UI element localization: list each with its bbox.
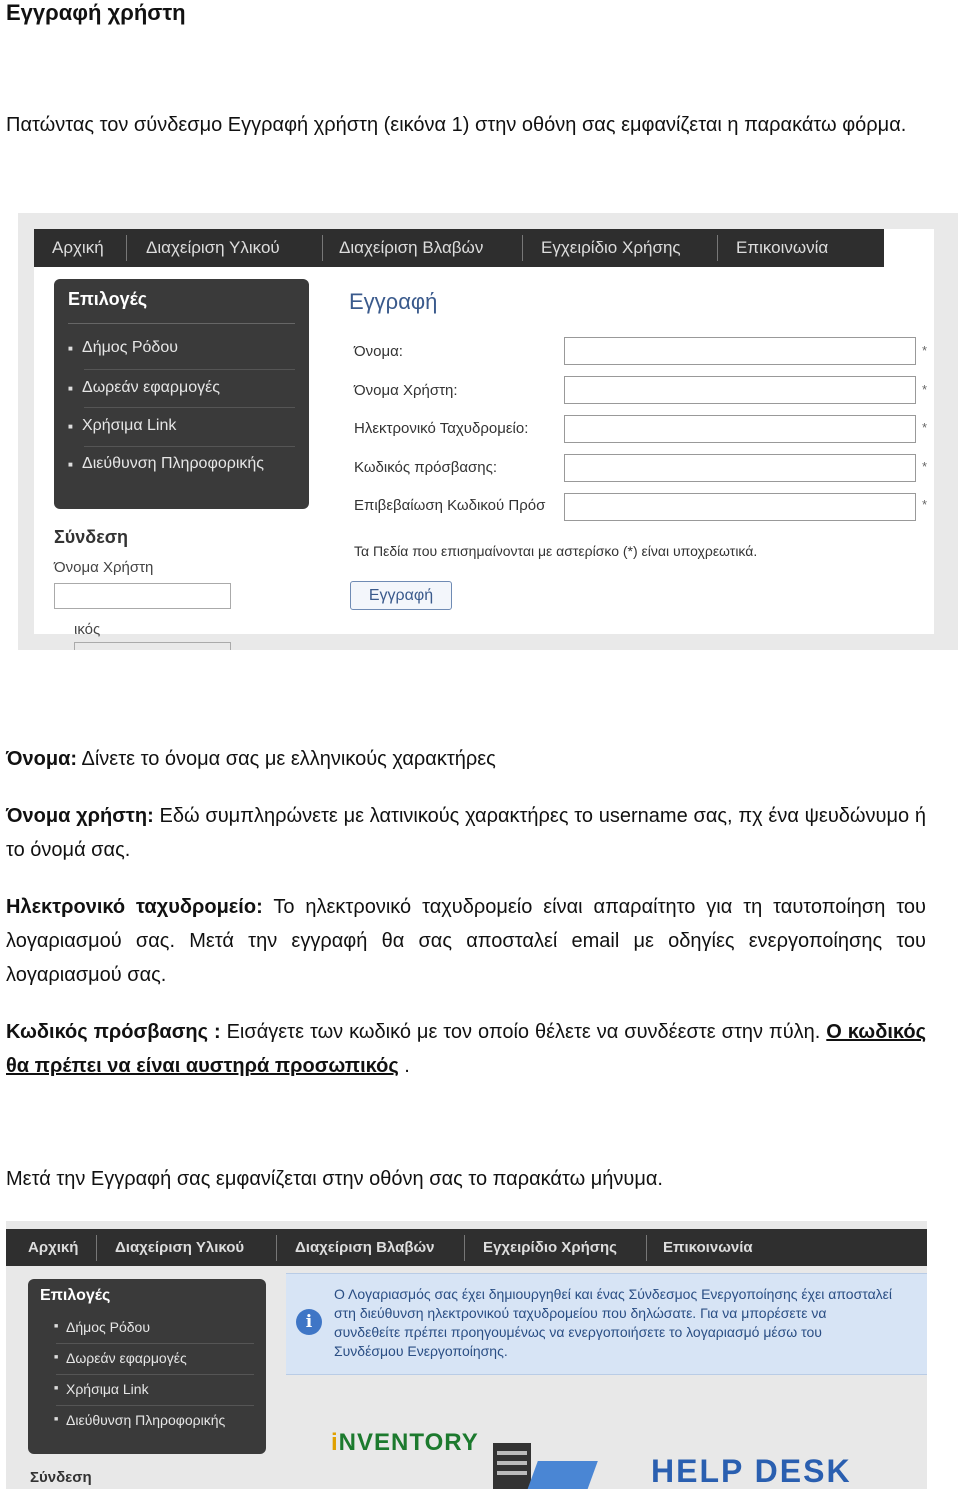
inventory-logo xyxy=(331,1429,479,1457)
server-slot xyxy=(497,1451,527,1455)
nav-divider xyxy=(717,235,718,261)
nav-faults[interactable]: Διαχείριση Βλαβών xyxy=(339,238,484,257)
required-note: Τα Πεδία που επισημαίνονται με αστερίσκο (*) είναι υποχρεωτικά. xyxy=(354,543,758,559)
nav-divider xyxy=(276,1235,277,1261)
server-icon xyxy=(493,1443,531,1489)
registration-page xyxy=(34,229,934,638)
confirmation-screenshot xyxy=(6,1221,927,1489)
inventory-logo-text: NVENTORY xyxy=(338,1429,479,1456)
nav-divider xyxy=(96,1235,97,1261)
required-mark: * xyxy=(922,459,928,474)
name-field[interactable] xyxy=(564,337,916,365)
name-term: Όνομα: xyxy=(6,748,78,770)
nav-divider xyxy=(126,235,127,261)
required-mark: * xyxy=(922,497,928,512)
after-registration-paragraph: Μετά την Εγγραφή σας εμφανίζεται στην οθόνη σας το παρακάτω μήνυμα. xyxy=(6,1168,663,1190)
password-term: Κωδικός πρόσβασης : xyxy=(6,1021,221,1043)
top-nav xyxy=(6,1229,927,1266)
email-description: Το ηλεκτρονικό ταχυδρομείο είναι απαραίτητο για τη ταυτοποίηση του λογαριασμού σας. Μετά την εγγραφή θα σας αποσταλεί email με οδηγίες ενεργοποίησης του λογαριασμού σας. xyxy=(6,896,926,986)
password-label: Κωδικός πρόσβασης: xyxy=(354,459,498,476)
info-icon: i xyxy=(296,1309,322,1335)
sidebar-item-useful-links[interactable]: ■ Χρήσιμα Link xyxy=(82,417,176,435)
nav-divider xyxy=(464,1235,465,1261)
top-nav xyxy=(34,229,884,267)
divider xyxy=(84,369,295,370)
sidebar-item-municipality[interactable]: ■ Δήμος Ρόδου xyxy=(82,339,178,357)
username-description: Εδώ συμπληρώνετε με λατινικούς χαρακτήρες το username σας, πχ ένα ψευδώνυμο ή το όνομά σας. xyxy=(6,805,926,861)
email-label: Ηλεκτρονικό Ταχυδρομείο: xyxy=(354,420,529,437)
password-confirm-field[interactable] xyxy=(564,493,916,521)
login-username-input[interactable] xyxy=(54,583,231,609)
name-description: Δίνετε το όνομα σας με ελληνικούς χαρακτήρες xyxy=(77,748,496,770)
password-warning: Ο κωδικός θα πρέπει να είναι αυστηρά προσωπικός xyxy=(6,1021,926,1077)
password-description: Εισάγετε των κωδικό με τον οποίο θέλετε να συνδέεστε στην πύλη. xyxy=(220,1021,827,1043)
register-button[interactable]: Εγγραφή xyxy=(350,581,452,610)
server-slot xyxy=(497,1471,527,1475)
required-mark: * xyxy=(922,420,928,435)
inventory-logo-i: i xyxy=(331,1429,339,1456)
nav-contact[interactable]: Επικοινωνία xyxy=(736,238,829,257)
required-mark: * xyxy=(922,343,928,358)
options-box xyxy=(54,279,309,509)
name-paragraph xyxy=(6,742,926,776)
login-title: Σύνδεση xyxy=(54,527,129,547)
sidebar-item-municipality[interactable]: ■ Δήμος Ρόδου xyxy=(66,1319,150,1335)
nav-divider xyxy=(522,235,523,261)
nav-manual[interactable]: Εγχειρίδιο Χρήσης xyxy=(483,1239,617,1256)
intro-paragraph: Πατώντας τον σύνδεσμο Εγγραφή χρήστη (εικόνα 1) στην οθόνη σας εμφανίζεται η παρακάτω φόρμα. xyxy=(6,114,907,136)
username-label: Όνομα Χρήστη: xyxy=(354,382,458,399)
document-title: Εγγραφή χρήστη xyxy=(6,0,186,25)
password-field[interactable] xyxy=(564,454,916,482)
email-term: Ηλεκτρονικό ταχυδρομείο: xyxy=(6,896,263,918)
registration-screenshot xyxy=(18,213,958,650)
activation-message-text: Ο Λογαριασμός σας έχει δημιουργηθεί και ένας Σύνδεσμος Ενεργοποίησης έχει αποσταλεί στη διεύθυνση ηλεκτρονικού ταχυδρομείου που δηλώσατε. Για να μπορέσετε να συνδεθείτε πρέπει προηγουμένως να ενεργοποιήσετε το λογαριασμό μέσω του Συνδέσμου Ενεργοποίησης. xyxy=(334,1286,893,1359)
password-confirm-label: Επιβεβαίωση Κωδικού Πρόσ xyxy=(354,497,546,514)
options-title: Επιλογές xyxy=(68,289,148,309)
nav-materials[interactable]: Διαχείριση Υλικού xyxy=(146,238,280,257)
password-end: . xyxy=(398,1055,410,1077)
password-paragraph xyxy=(6,1015,926,1083)
divider xyxy=(56,1405,254,1406)
username-term: Όνομα χρήστη: xyxy=(6,805,154,827)
sidebar-item-it-department[interactable]: ■ Διεύθυνση Πληροφορικής xyxy=(82,455,264,473)
sidebar-item-free-apps[interactable]: ■ Δωρεάν εφαρμογές xyxy=(66,1350,187,1366)
divider xyxy=(84,407,295,408)
sidebar-item-free-apps[interactable]: ■ Δωρεάν εφαρμογές xyxy=(82,379,220,397)
options-box xyxy=(28,1279,266,1454)
nav-divider xyxy=(322,235,323,261)
helpdesk-logo: HELP DESK xyxy=(651,1453,852,1489)
required-mark: * xyxy=(922,382,928,397)
form-title: Εγγραφή xyxy=(349,289,438,314)
login-title: Σύνδεση xyxy=(30,1469,92,1486)
divider xyxy=(56,1343,254,1344)
divider xyxy=(68,323,295,324)
login-username-label: Όνομα Χρήστη xyxy=(54,559,154,576)
name-label: Όνομα: xyxy=(354,343,403,360)
login-password-label: ικός xyxy=(74,621,101,638)
server-slot xyxy=(497,1461,527,1465)
login-password-input[interactable] xyxy=(74,642,231,650)
activation-message xyxy=(286,1273,927,1375)
sidebar-item-it-department[interactable]: ■ Διεύθυνση Πληροφορικής xyxy=(66,1412,225,1428)
divider xyxy=(84,446,295,447)
nav-home[interactable]: Αρχική xyxy=(28,1239,79,1256)
disk-icon xyxy=(526,1461,598,1489)
nav-faults[interactable]: Διαχείριση Βλαβών xyxy=(295,1239,435,1256)
username-field[interactable] xyxy=(564,376,916,404)
nav-contact[interactable]: Επικοινωνία xyxy=(663,1239,753,1256)
options-title: Επιλογές xyxy=(40,1287,111,1304)
divider xyxy=(56,1374,254,1375)
nav-manual[interactable]: Εγχειρίδιο Χρήσης xyxy=(541,238,681,257)
username-paragraph xyxy=(6,799,926,867)
nav-divider xyxy=(646,1235,647,1261)
sidebar-item-useful-links[interactable]: ■ Χρήσιμα Link xyxy=(66,1381,149,1397)
nav-materials[interactable]: Διαχείριση Υλικού xyxy=(115,1239,245,1256)
nav-home[interactable]: Αρχική xyxy=(52,238,104,257)
email-field[interactable] xyxy=(564,415,916,443)
email-paragraph xyxy=(6,890,926,992)
